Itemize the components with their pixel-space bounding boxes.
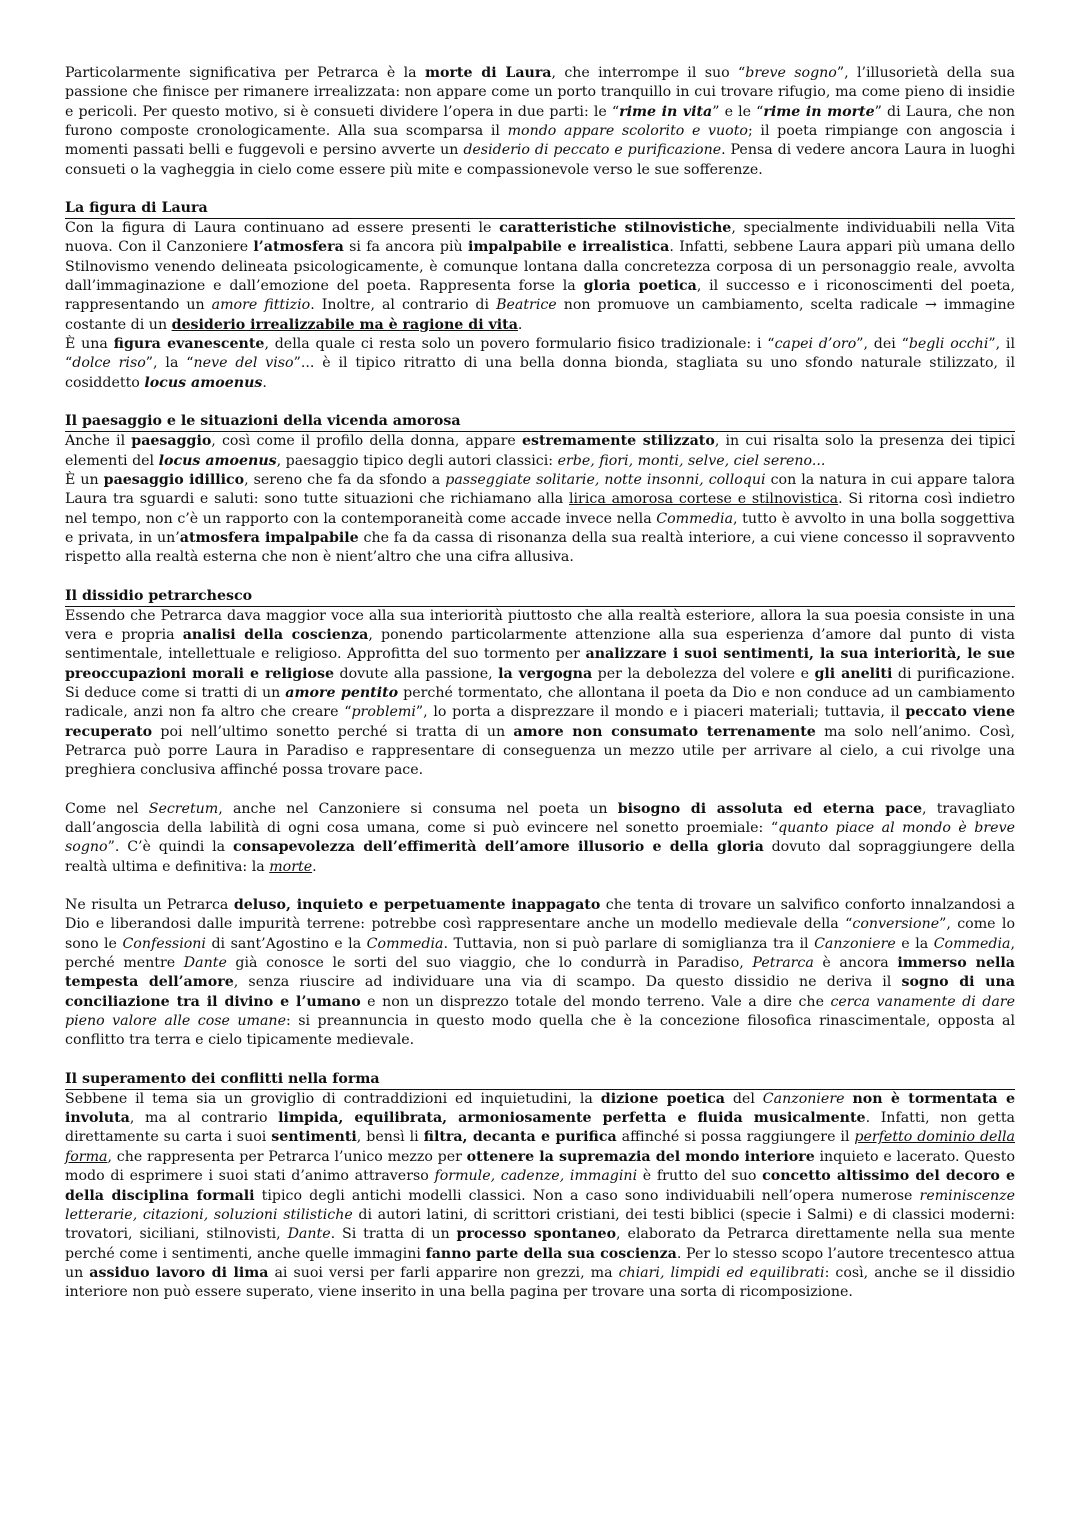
emphasis-italic: passeggiate solitarie, notte insonni, colloqui [445,471,766,488]
emphasis-italic: Canzoniere [814,935,896,952]
emphasis-italic: perfetto dominio della forma [65,1129,1015,1165]
paragraph-paesaggio-1: Anche il paesaggio, così come il profilo della donna, appare estremamente stilizzato, in cui risalta solo la presenza dei tipici elementi del locus amoenus, paesaggio tipico degli autori classici: erbe, fiori, monti, selve, ciel sereno... [65,433,1015,469]
emphasis-bold: amore pentito [285,684,399,701]
section-heading-superamento: Il superamento dei conflitti nella forma [65,1070,1015,1090]
section-gap [65,180,1015,199]
emphasis-bold: analizzare i suoi sentimenti, la sua interiorità, le sue preoccupazioni morali e religiose [65,646,1015,682]
emphasis-italic: Secretum [148,800,219,817]
emphasis-bold: gloria poetica [583,278,697,295]
emphasis-bold: rime in morte [763,103,875,120]
emphasis-bold: filtra, decanta e purifica [423,1129,617,1146]
emphasis-bold: sentimenti [271,1129,357,1146]
paragraph-dissidio-3: Ne risulta un Petrarca deluso, inquieto e perpetuamente inappagato che tenta di trovare un salvifico conforto innalzandosi a Dio e liberandosi dalle impurità terrene: potrebbe così rappresentare anche un modello medievale della “conversione”, come lo sono le Confessioni di sant’Agostino e la Commedia. Tuttavia, non si può parlare di somiglianza tra il Canzoniere e la Commedia, perché mentre Dante già conosce le sorti del suo viaggio, che lo condurrà in Paradiso, Petrarca è ancora immerso nella tempesta dell’amore, senza riuscire ad individuare una via di scampo. Da questo dissidio ne deriva il sogno di una conciliazione tra il divino e l’umano e non un disprezzo totale del mondo terreno. Vale a dire che cerca vanamente di dare pieno valore alle cose umane: si preannuncia in questo modo quella che è la concezione filosofica rinascimentale, opposta al conflitto tra terra e cielo tipicamente medievale. [65,897,1016,1049]
emphasis-bold: desiderio irrealizzabile ma è ragione di vita [171,316,518,333]
emphasis-bold: sogno di una conciliazione tra il divino e l’umano [65,974,1015,1010]
emphasis-bold: dizione poetica [600,1090,725,1107]
emphasis-bold: fanno parte della sua coscienza [425,1245,677,1262]
paragraph-gap [65,877,1015,896]
emphasis-italic: begli occhi [908,336,989,353]
emphasis-italic: desiderio di peccato e purificazione [463,142,722,159]
emphasis-italic: dolce riso [72,355,146,372]
emphasis-bold: rime in vita [619,103,713,120]
emphasis-italic: Confessioni [122,935,206,952]
paragraph-dissidio-1: Essendo che Petrarca dava maggior voce alla sua interiorità piuttosto che alla realtà esteriore, allora la sua poesia consiste in una vera e propria analisi della coscienza, ponendo particolarmente attenzione alla sua esperienza d’amore dal punto di vista sentimentale, intellettuale e religioso. Approfitta del suo tormento per analizzare i suoi sentimenti, la sua interiorità, le sue preoccupazioni morali e religiose dovute alla passione, la vergogna per la debolezza del volere e gli aneliti di purificazione. Si deduce come si tratti di un amore pentito perché tormentato, che allontana il poeta da Dio e non conduce ad un cambiamento radicale, anzi non fa altro che creare “problemi”, lo porta a disprezzare il mondo e i piaceri materiali; tuttavia, il peccato viene recuperato poi nell’ultimo sonetto perché si tratta di un amore non consumato terrenamente ma solo nell’animo. Così, Petrarca può porre Laura in Paradiso e rappresentare di conseguenza un mezzo utile per arrivare al cielo, a cui rivolge una preghiera conclusiva affinché possa trovare pace. [65,607,1015,779]
section-heading-figura-di-laura: La figura di Laura [65,199,1015,219]
emphasis-italic: Beatrice [496,297,557,314]
emphasis-italic: quanto piace al mondo è breve sogno [65,820,1015,856]
emphasis-bold: immerso nella tempesta dell’amore [65,955,1015,991]
emphasis-italic: mondo appare scolorito e vuoto [507,123,748,140]
section-gap [65,1051,1015,1070]
emphasis-bold: deluso, inquieto e perpetuamente inappagato [233,897,601,914]
emphasis-italic: Commedia [933,935,1011,952]
emphasis-italic: Petrarca [752,955,814,972]
paragraph-figura-di-laura-2: È una figura evanescente, della quale ci resta solo un povero formulario fisico tradizionale: i “capei d’oro”, dei “begli occhi”, il “dolce riso”, la “neve del viso”... è il tipico ritratto di una bella donna bionda, stagliata su uno sfondo naturale stilizzato, il cosiddetto locus amoenus. [65,336,1015,391]
emphasis-italic: capei d’oro [774,336,857,353]
emphasis-bold: locus amoenus [158,452,277,469]
emphasis-italic: problemi [351,704,416,721]
emphasis-italic: Dante [183,955,227,972]
emphasis-bold: paesaggio [131,433,212,450]
emphasis-bold: l’atmosfera [253,239,344,256]
emphasis-italic: reminiscenze letterarie, citazioni, soluzioni stilistiche [65,1187,1016,1223]
emphasis-italic: chiari, limpidi ed equilibrati [618,1264,825,1281]
emphasis-bold: amore non consumato terrenamente [513,723,816,740]
emphasis-italic: breve sogno [745,65,837,81]
emphasis-italic: neve del viso [193,355,294,372]
emphasis-bold: consapevolezza dell’effimerità dell’amore illusorio e della gloria [232,839,764,856]
emphasis-bold: processo spontaneo [456,1226,617,1243]
emphasis-bold: impalpabile e irrealistica [468,239,670,256]
paragraph-gap [65,781,1015,800]
emphasis-bold: atmosfera impalpabile [179,529,359,546]
emphasis-bold: concetto altissimo del decoro e della disciplina formali [65,1168,1015,1204]
emphasis-italic: formule, cadenze, immagini [434,1168,638,1185]
paragraph-dissidio-2: Come nel Secretum, anche nel Canzoniere si consuma nel poeta un bisogno di assoluta ed eterna pace, travagliato dall’angoscia della labilità di ogni cosa umana, come si può evincere nel sonetto proemiale: “quanto piace al mondo è breve sogno”. C’è quindi la consapevolezza dell’effimerità dell’amore illusorio e della gloria dovuto dal sopraggiungere della realtà ultima e definitiva: la morte. [65,800,1015,875]
paragraph-paesaggio-2: È un paesaggio idillico, sereno che fa da sfondo a passeggiate solitarie, notte insonni, colloqui con la natura in cui appare talora Laura tra sguardi e saluti: sono tutte situazioni che richiamano alla lirica amorosa cortese e stilnovistica. Si ritorna così indietro nel tempo, non c’è un rapporto con la contemporaneità come accade invece nella Commedia, tutto è avvolto in una bolla soggettiva e privata, in un’atmosfera impalpabile che fa da cassa di risonanza della sua realtà interiore, a cui viene concesso il sopravvento rispetto alla realtà esterna che non è nient’altro che una cifra allusiva. [65,471,1016,566]
emphasis-bold: la vergogna [498,665,593,682]
emphasis-bold: bisogno di assoluta ed eterna pace [617,800,923,817]
emphasis-bold: figura evanescente [113,336,265,353]
emphasis-italic: cerca vanamente di dare pieno valore alle cose umane [65,993,1015,1030]
emphasis-italic: amore fittizio [211,297,311,314]
emphasis-italic: Commedia [656,510,734,527]
emphasis-italic: Canzoniere [762,1090,845,1107]
emphasis-italic: Commedia [366,935,444,952]
paragraph-superamento-1: Sebbene il tema sia un groviglio di contraddizioni ed inquietudini, la dizione poetica del Canzoniere non è tormentata e involuta, ma al contrario limpida, equilibrata, armoniosamente perfetta e fluida musicalmente. Infatti, non getta direttamente su carta i suoi sentimenti, bensì li filtra, decanta e purifica affinché si possa raggiungere il perfetto dominio della forma, che rappresenta per Petrarca l’unico mezzo per ottenere la supremazia del mondo interiore inquieto e lacerato. Questo modo di esprimere i suoi stati d’animo attraverso formule, cadenze, immagini è frutto del suo concetto altissimo del decoro e della disciplina formali tipico degli antichi modelli classici. Non a caso sono individuabili nell’opera numerose reminiscenze letterarie, citazioni, soluzioni stilistiche di autori latini, di scrittori cristiani, dei testi biblici (specie i Salmi) e di classici moderni: trovatori, siciliani, stilnovisti, Dante. Si tratta di un processo spontaneo, elaborato da Petrarca direttamente nella sua mente perché come i sentimenti, anche quelle immagini fanno parte della sua coscienza. Per lo stesso scopo l’autore trecentesco attua un assiduo lavoro di lima ai suoi versi per farli apparire non grezzi, ma chiari, limpidi ed equilibrati: così, anche se il dissidio interiore non può essere superato, viene inserito in una bella pagina per trovare una sorta di ricomposizione. [65,1090,1016,1301]
section-heading-dissidio: Il dissidio petrarchesco [65,587,1015,607]
section-heading-paesaggio: Il paesaggio e le situazioni della vicenda amorosa [65,412,1015,432]
emphasis-bold: peccato viene recuperato [65,704,1015,740]
emphasis-bold: limpida, equilibrata, armoniosamente perfetta e fluida musicalmente [278,1110,866,1127]
emphasis-bold: morte di Laura [424,65,552,81]
section-gap [65,393,1015,412]
emphasis-underline: lirica amorosa cortese e stilnovistica [568,491,839,508]
emphasis-italic: Dante [287,1226,331,1243]
emphasis-bold: gli aneliti [814,665,893,682]
emphasis-italic: erbe, fiori, monti, selve, ciel sereno... [557,452,826,469]
emphasis-bold: non è tormentata e involuta [65,1090,1015,1127]
emphasis-italic: conversione [852,916,940,933]
emphasis-bold: analisi della coscienza [182,626,369,643]
emphasis-bold: paesaggio idillico [103,471,245,488]
emphasis-bold: caratteristiche stilnovistiche [499,220,732,237]
emphasis-bold: ottenere la supremazia del mondo interiore [466,1148,815,1165]
emphasis-bold: assiduo lavoro di lima [89,1264,269,1281]
emphasis-bold: estremamente stilizzato [521,433,715,450]
emphasis-bold: locus amoenus [144,374,263,391]
intro-paragraph: Particolarmente significativa per Petrarca è la morte di Laura, che interrompe il suo “breve sogno”, l’illusorietà della sua passione che finisce per rimanere irrealizzata: non appare come un porto tranquillo in cui trovare rifugio, ma come pieno di insidie e pericoli. Per questo motivo, si è consueti dividere l’opera in due parti: le “rime in vita” e le “rime in morte” di Laura, che non furono composte cronologicamente. Alla sua scomparsa il mondo appare scolorito e vuoto; il poeta rimpiange con angoscia i momenti passati belli e fuggevoli e persino avverte un desiderio di peccato e purificazione. Pensa di vedere ancora Laura in luoghi consueti o la vagheggia in cielo come essere più mite e compassionevole verso le sue sofferenze. [65,65,1016,178]
emphasis-italic: morte [269,858,313,875]
section-gap [65,568,1015,587]
paragraph-figura-di-laura-1: Con la figura di Laura continuano ad essere presenti le caratteristiche stilnovistiche, specialmente individuabili nella Vita nuova. Con il Canzoniere l’atmosfera si fa ancora più impalpabile e irrealistica. Infatti, sebbene Laura appari più umana dello Stilnovismo venendo delineata psicologicamente, è comunque lontana dalla concretezza corposa di un personaggio reale, avvolta dall’immaginazione e dall’emozione del poeta. Rappresenta forse la gloria poetica, il successo e i riconoscimenti del poeta, rappresentando un amore fittizio. Inoltre, al contrario di Beatrice non promuove un cambiamento, scelta radicale → immagine costante di un desiderio irrealizzabile ma è ragione di vita. [65,220,1016,333]
